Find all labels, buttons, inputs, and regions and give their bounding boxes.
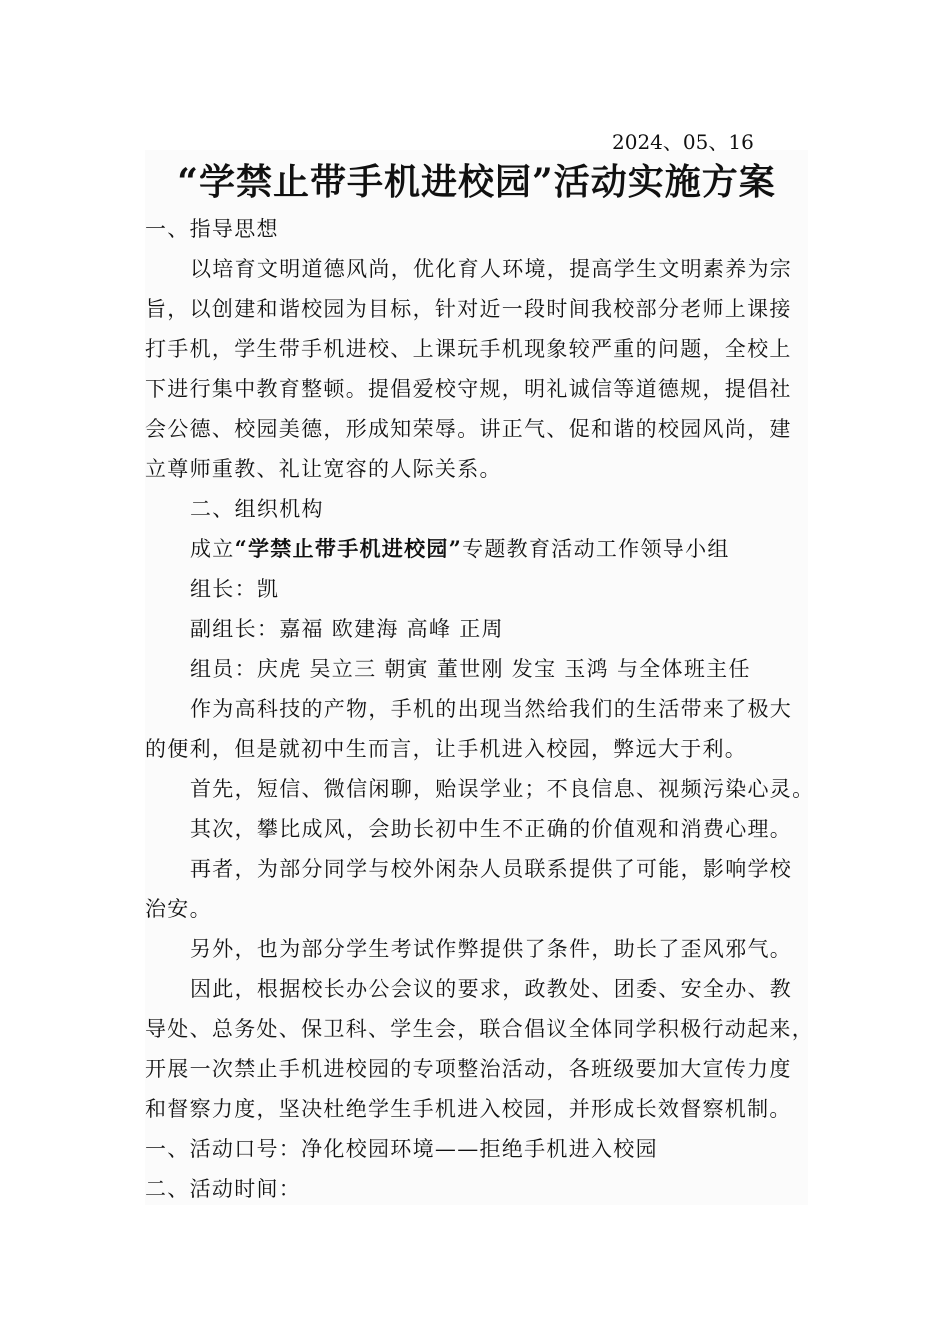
paragraph-line: 和督察力度，坚决杜绝学生手机进入校园，并形成长效督察机制。 bbox=[145, 1097, 792, 1121]
reason-first: 首先，短信、微信闲聊，贻误学业；不良信息、视频污染心灵。 bbox=[190, 777, 815, 801]
paragraph-line: 旨，以创建和谐校园为目标，针对近一段时间我校部分老师上课接 bbox=[145, 297, 792, 321]
reason-third: 再者，为部分同学与校外闲杂人员联系提供了可能，影响学校 bbox=[190, 857, 793, 881]
paragraph-line: 开展一次禁止手机进校园的专项整治活动，各班级要加大宣传力度 bbox=[145, 1057, 792, 1081]
paragraph-line: 会公德、校园美德，形成知荣辱。讲正气、促和谐的校园风尚，建 bbox=[145, 417, 792, 441]
section-heading-organization: 二、组织机构 bbox=[190, 497, 324, 521]
paragraph-line: 下进行集中教育整顿。提倡爱校守规，明礼诚信等道德规，提倡社 bbox=[145, 377, 792, 401]
paragraph-line: 因此，根据校长办公会议的要求，政教处、团委、安全办、教 bbox=[190, 977, 793, 1001]
paragraph-line: 立尊师重教、礼让宽容的人际关系。 bbox=[145, 457, 502, 481]
team-members: 组员：庆虎 吴立三 朝寅 董世刚 发宝 玉鸿 与全体班主任 bbox=[190, 657, 751, 681]
organization-statement bbox=[190, 529, 808, 569]
reason-besides: 另外，也为部分学生考试作弊提供了条件，助长了歪风邪气。 bbox=[190, 937, 793, 961]
paragraph-line: 治安。 bbox=[145, 897, 212, 921]
organization-suffix: 专题教育活动工作领导小组 bbox=[462, 537, 730, 561]
paragraph-line: 导处、总务处、保卫科、学生会，联合倡议全体同学积极行动起来， bbox=[145, 1017, 814, 1041]
paragraph-line: 以培育文明道德风尚，优化育人环境，提高学生文明素养为宗 bbox=[190, 257, 793, 281]
activity-time: 二、活动时间： bbox=[145, 1177, 302, 1201]
paragraph-line: 的便利，但是就初中生而言，让手机进入校园，弊远大于利。 bbox=[145, 737, 748, 761]
organization-prefix: 成立 bbox=[190, 537, 235, 561]
document-date: 2024、05、16 bbox=[612, 130, 754, 154]
paragraph-line: 打手机，学生带手机进校、上课玩手机现象较严重的问题，全校上 bbox=[145, 337, 792, 361]
activity-slogan: 一、活动口号：净化校园环境——拒绝手机进入校园 bbox=[145, 1137, 658, 1161]
reason-second: 其次，攀比成风，会助长初中生不正确的价值观和消费心理。 bbox=[190, 817, 793, 841]
document-title: “学禁止带手机进校园”活动实施方案 bbox=[177, 161, 776, 203]
section-heading-guiding-thought: 一、指导思想 bbox=[145, 217, 279, 241]
paragraph-line: 作为高科技的产物，手机的出现当然给我们的生活带来了极大 bbox=[190, 697, 793, 721]
deputy-leaders: 副组长：嘉福 欧建海 高峰 正周 bbox=[190, 617, 504, 641]
campaign-name: “学禁止带手机进校园” bbox=[234, 536, 463, 561]
team-leader: 组长：凯 bbox=[190, 577, 280, 601]
